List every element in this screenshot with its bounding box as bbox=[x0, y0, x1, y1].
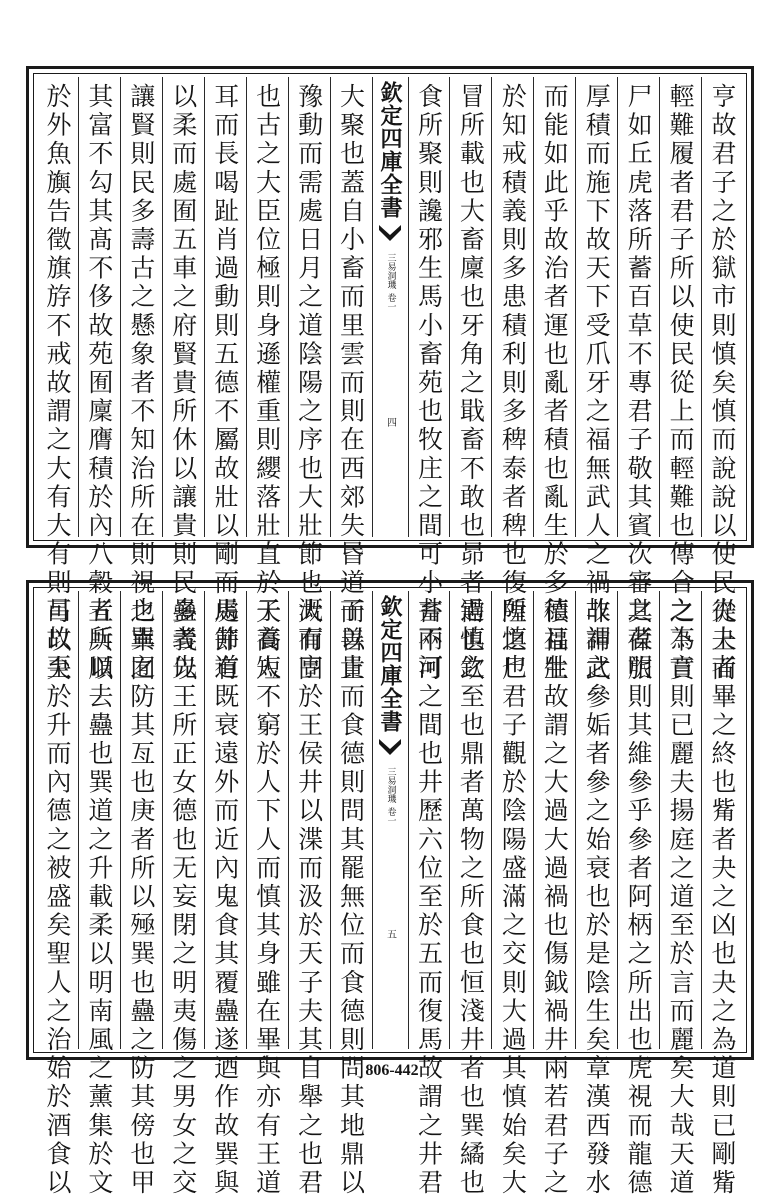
text-column bbox=[330, 591, 372, 1198]
text-column bbox=[78, 591, 120, 1198]
column-text: 尸如丘虎落所蓄百草不專君子敬其賓次審其葆旅 bbox=[624, 83, 654, 684]
banner bbox=[373, 77, 408, 537]
text-column bbox=[617, 77, 659, 684]
text-column bbox=[120, 77, 162, 684]
column-text: 故謂之參姤者參之始衰也於是陰生矣章漢西發水 bbox=[582, 597, 612, 1198]
text-column bbox=[204, 77, 246, 684]
banner-title: 欽定四庫全書 bbox=[377, 81, 403, 219]
column-text: 溉而亨於王侯井以渫而汲於天子夫其自舉之也君 bbox=[294, 597, 324, 1198]
text-column bbox=[533, 77, 575, 684]
page-code: 806-442 bbox=[365, 1062, 419, 1079]
text-column bbox=[659, 77, 701, 684]
column-text: 於知戒積義則多患積利則多稗泰者稗也復隍之尸 bbox=[498, 83, 528, 684]
column-text: 而能如此乎故治者運也亂者積也亂生於多積福生 bbox=[540, 83, 570, 684]
top-page bbox=[26, 66, 754, 684]
text-column bbox=[288, 591, 330, 1198]
column-text: 子以貴而食德則問其罷無位而食德則問其地鼎以 bbox=[336, 597, 366, 1198]
column-text: 所慎也君子觀於陰陽盛滿之交則大過其慎始矣大 bbox=[498, 597, 528, 1198]
banner-page-number: 五 bbox=[384, 929, 396, 939]
column-text: 大聚也蓋自小畜而里雲而則在西郊失昬道而善止 bbox=[336, 83, 366, 684]
text-column bbox=[162, 77, 204, 684]
column-text: 食所聚則讒邪生馬小畜苑也牧庄之間可小畜不可 bbox=[414, 83, 444, 684]
column-text: 昌故至於升而內德之被盛矣聖人之治始於酒食以 bbox=[42, 597, 72, 1198]
text-column bbox=[659, 591, 701, 1198]
column-text: 於外魚旟告徵旗斿不戒故謂之大有大有則可以夬 bbox=[42, 83, 72, 684]
banner-column bbox=[372, 77, 408, 537]
banner-volume: 卷一 bbox=[385, 293, 396, 311]
banner-book-title: 三易洞璣 bbox=[385, 767, 396, 803]
banner-book-title: 三易洞璣 bbox=[385, 253, 396, 289]
column-text: 耳而長喝趾肖過動則五德不屬故壯以剛而處節有 bbox=[210, 83, 240, 684]
fish-tail-icon bbox=[377, 221, 403, 247]
banner bbox=[373, 591, 408, 1049]
column-text: 冒所載也大畜廩也牙角之戢畜不敢也昴者需也欽 bbox=[456, 83, 486, 684]
text-column bbox=[162, 591, 204, 1198]
text-column bbox=[575, 591, 617, 1198]
banner-title: 欽定四庫全書 bbox=[377, 595, 403, 733]
column-text: 子養人不窮於人下人而慎其身雖在畢與亦有王道 bbox=[252, 597, 282, 1198]
column-text: 夬夬者畢之終也觜者夬之凶也夬之為道則已剛觜 bbox=[708, 597, 738, 1198]
fish-tail-icon bbox=[377, 735, 403, 761]
text-column bbox=[701, 77, 743, 684]
column-text: 讓賢則民多壽古之懸象者不知治所在則視之車囿 bbox=[126, 83, 156, 684]
text-column bbox=[120, 591, 162, 1198]
column-text: 馬井道既衰遠外而近內鬼食其覆蠱遂迺作故巽與 bbox=[210, 597, 240, 1198]
banner-column bbox=[372, 591, 408, 1049]
column-text: 過慎之至也鼎者萬物之所食也恒淺井者也巽繘也 bbox=[456, 597, 486, 1198]
column-text: 井兩河之間也井歷六位至於五而復馬故謂之井君 bbox=[414, 597, 444, 1198]
column-text: 蠱者先王所正女德也无妄閉之明夷傷之男女之交 bbox=[168, 597, 198, 1198]
text-column bbox=[37, 591, 78, 1198]
column-text: 者所以去蠱也巽道之升載柔以明南風之薰集於文 bbox=[84, 597, 114, 1198]
column-text: 德且壯故謂之大過大過禍也傷鉞禍井兩若君子之 bbox=[540, 597, 570, 1198]
text-column bbox=[491, 77, 533, 684]
text-column bbox=[246, 591, 288, 1198]
column-text: 其富不勾其髙不侈故苑囿廩膺積於內八穀五兵順 bbox=[84, 83, 114, 684]
text-column bbox=[37, 77, 78, 684]
text-column bbox=[617, 591, 659, 1198]
text-column bbox=[204, 591, 246, 1198]
column-text: 也古之大臣位極則身遜權重則纓落壯直於天高短 bbox=[252, 83, 282, 684]
text-column bbox=[288, 77, 330, 684]
column-text: 也巽之防其亙也庚者所以殛巽也蠱之防其傍也甲 bbox=[126, 597, 156, 1198]
text-column bbox=[408, 77, 450, 684]
text-column bbox=[408, 591, 450, 1198]
column-text: 之者明則其維參乎參者阿柄之所出也虎視而龍德 bbox=[624, 597, 654, 1198]
text-column bbox=[575, 77, 617, 684]
column-text: 以柔而處囿五車之府賢貴所休以讓貴則民多義以 bbox=[168, 83, 198, 684]
column-text: 亨故君子之於獄市則慎矣慎而說說以使民從上而 bbox=[708, 83, 738, 684]
text-column bbox=[246, 77, 288, 684]
text-column bbox=[491, 591, 533, 1198]
text-column bbox=[78, 77, 120, 684]
column-text: 之為言則已麗夫揚庭之道至於言而麗矣大哉天道 bbox=[666, 597, 696, 1198]
banner-page-number: 四 bbox=[384, 417, 396, 427]
column-text: 輕難履者君子所以使民從上而輕難也傳合之下賁 bbox=[666, 83, 696, 684]
text-column bbox=[449, 77, 491, 684]
column-text: 豫動而需處日月之道陰陽之序也大壯節也大有固 bbox=[294, 83, 324, 684]
banner-volume: 卷一 bbox=[385, 807, 396, 825]
column-text: 厚積而施下故天下受爪牙之福無武人之禍非神武 bbox=[582, 83, 612, 684]
text-column bbox=[449, 591, 491, 1198]
top-page-columns bbox=[37, 77, 743, 684]
text-column bbox=[701, 591, 743, 1198]
text-column bbox=[533, 591, 575, 1198]
text-column bbox=[330, 77, 372, 684]
